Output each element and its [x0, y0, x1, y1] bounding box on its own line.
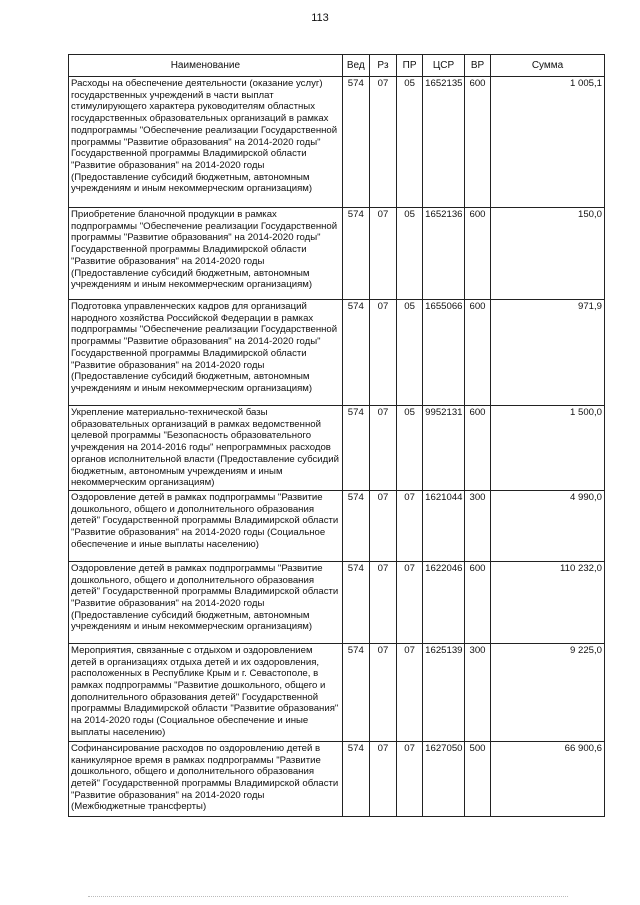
table-row	[69, 208, 605, 300]
cell-rz: 07	[369, 77, 396, 208]
column-header-pr: ПР	[397, 55, 423, 77]
table-row	[69, 490, 605, 561]
cell-sum: 66 900,6	[491, 741, 605, 816]
cell-ved: 574	[342, 406, 369, 491]
cell-csr: 1652136	[423, 208, 465, 300]
column-header-name: Наименование	[69, 55, 343, 77]
table-row	[69, 406, 605, 491]
cell-csr: 1622046	[423, 561, 465, 643]
cell-rz: 07	[369, 490, 396, 561]
scan-artifact-line	[88, 896, 568, 898]
cell-ved: 574	[342, 490, 369, 561]
cell-sum: 971,9	[491, 300, 605, 406]
cell-rz: 07	[369, 561, 396, 643]
page-number: 113	[311, 12, 329, 24]
cell-ved: 574	[342, 561, 369, 643]
cell-pr: 07	[397, 741, 423, 816]
cell-sum: 1 500,0	[491, 406, 605, 491]
cell-vr: 600	[464, 300, 490, 406]
cell-csr: 1652135	[423, 77, 465, 208]
column-header-csr: ЦСР	[423, 55, 465, 77]
cell-ved: 574	[342, 77, 369, 208]
cell-name: Мероприятия, связанные с отдыхом и оздоровлением детей в организациях отдыха детей и их оздоровления, расположенных в Республике Крым и г. Севастополе, в рамках подпрограммы "Развитие дошкольного, общего и дополнительного образования детей" Государственной программы Владимирской области "Развитие образования" на 2014-2020 годы (Социальное обеспечение и иные выплаты населению)	[69, 643, 343, 741]
table-row	[69, 643, 605, 741]
cell-sum: 150,0	[491, 208, 605, 300]
cell-vr: 300	[464, 490, 490, 561]
cell-csr: 1621044	[423, 490, 465, 561]
cell-rz: 07	[369, 643, 396, 741]
cell-csr: 1655066	[423, 300, 465, 406]
cell-pr: 07	[397, 490, 423, 561]
column-header-sum: Сумма	[491, 55, 605, 77]
cell-name: Укрепление материально-технической базы образовательных организаций в рамках ведомственной целевой программы "Безопасность образовательного учреждения на 2014-2016 годы" непрограммных расходов органов исполнительной власти (Предоставление субсидий бюджетным, автономным учреждениям и иным некоммерческим организациям)	[69, 406, 343, 491]
cell-pr: 05	[397, 77, 423, 208]
cell-name: Приобретение бланочной продукции в рамках подпрограммы "Обеспечение реализации Государственной программы "Развитие образования" на 2014-2020 годы" Государственной программы Владимирской области "Развитие образования" на 2014-2020 годы (Предоставление субсидий бюджетным, автономным учреждениям и иным некоммерческим организациям)	[69, 208, 343, 300]
cell-vr: 600	[464, 208, 490, 300]
cell-csr: 1627050	[423, 741, 465, 816]
budget-table	[68, 54, 605, 817]
column-header-rz: Рз	[369, 55, 396, 77]
cell-vr: 600	[464, 406, 490, 491]
cell-ved: 574	[342, 643, 369, 741]
cell-csr: 9952131	[423, 406, 465, 491]
cell-csr: 1625139	[423, 643, 465, 741]
cell-pr: 05	[397, 300, 423, 406]
cell-sum: 1 005,1	[491, 77, 605, 208]
cell-sum: 4 990,0	[491, 490, 605, 561]
cell-pr: 05	[397, 406, 423, 491]
cell-rz: 07	[369, 741, 396, 816]
cell-vr: 600	[464, 77, 490, 208]
table-row	[69, 300, 605, 406]
cell-sum: 110 232,0	[491, 561, 605, 643]
cell-name: Расходы на обеспечение деятельности (оказание услуг) государственных учреждений в части выплат стимулирующего характера руководителям областных государственных образовательных организаций в рамках подпрограммы "Обеспечение реализации Государственной программы "Развитие образования" на 2014-2020 годы" Государственной программы Владимирской области "Развитие образования" на 2014-2020 годы (Предоставление субсидий бюджетным, автономным учреждениям и иным некоммерческим организациям)	[69, 77, 343, 208]
table-header-row	[69, 55, 605, 77]
cell-name: Оздоровление детей в рамках подпрограммы "Развитие дошкольного, общего и дополнительного образования детей" Государственной программы Владимирской области "Развитие образования" на 2014-2020 годы (Предоставление субсидий бюджетным, автономным учреждениям и иным некоммерческим организациям)	[69, 561, 343, 643]
cell-vr: 600	[464, 561, 490, 643]
cell-ved: 574	[342, 208, 369, 300]
table-row	[69, 77, 605, 208]
cell-vr: 500	[464, 741, 490, 816]
cell-rz: 07	[369, 406, 396, 491]
cell-rz: 07	[369, 300, 396, 406]
cell-sum: 9 225,0	[491, 643, 605, 741]
cell-ved: 574	[342, 741, 369, 816]
cell-ved: 574	[342, 300, 369, 406]
cell-rz: 07	[369, 208, 396, 300]
cell-pr: 05	[397, 208, 423, 300]
table-row	[69, 741, 605, 816]
cell-name: Подготовка управленческих кадров для организаций народного хозяйства Российской Федерации в рамках подпрограммы "Обеспечение реализации Государственной программы "Развитие образования" на 2014-2020 годы" Государственной программы Владимирской области "Развитие образования" на 2014-2020 годы (Предоставление субсидий бюджетным, автономным учреждениям и иным некоммерческим организациям)	[69, 300, 343, 406]
column-header-ved: Вед	[342, 55, 369, 77]
column-header-vr: ВР	[464, 55, 490, 77]
cell-name: Оздоровление детей в рамках подпрограммы "Развитие дошкольного, общего и дополнительного образования детей" Государственной программы Владимирской области "Развитие образования" на 2014-2020 годы (Социальное обеспечение и иные выплаты населению)	[69, 490, 343, 561]
table-row	[69, 561, 605, 643]
cell-name: Софинансирование расходов по оздоровлению детей в каникулярное время в рамках подпрограммы "Развитие дошкольного, общего и дополнительного образования детей" Государственной программы Владимирской области "Развитие образования" на 2014-2020 годы (Межбюджетные трансферты)	[69, 741, 343, 816]
cell-pr: 07	[397, 561, 423, 643]
cell-vr: 300	[464, 643, 490, 741]
cell-pr: 07	[397, 643, 423, 741]
